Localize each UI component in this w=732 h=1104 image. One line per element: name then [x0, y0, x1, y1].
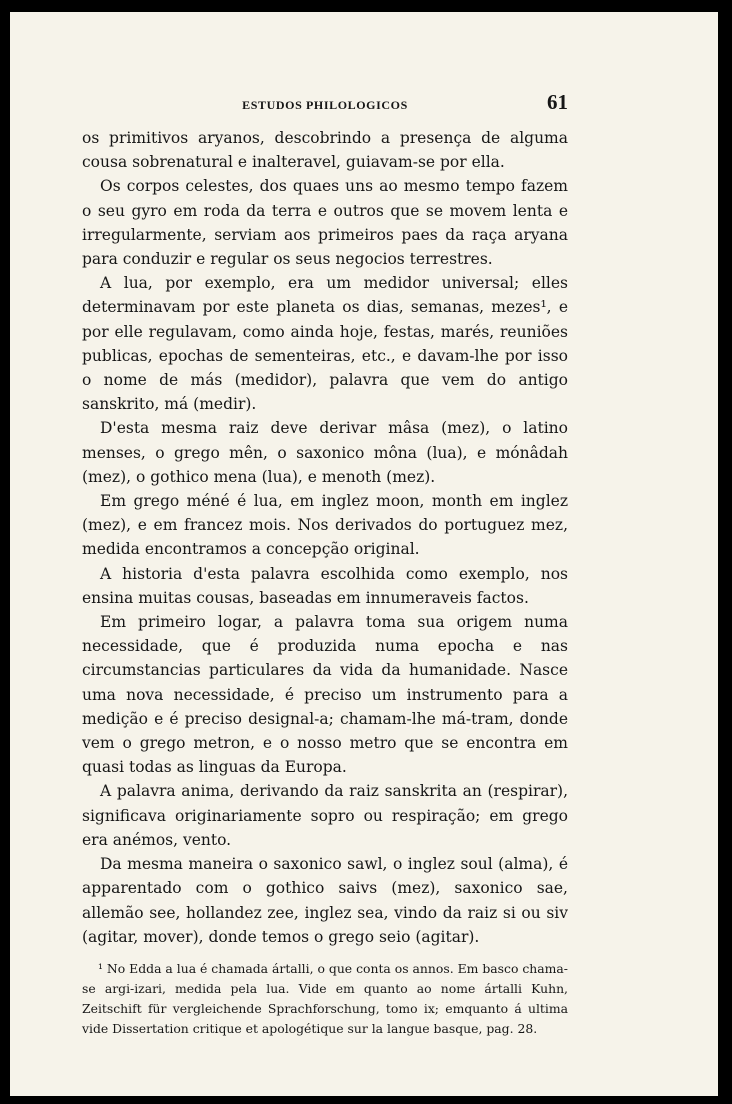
paragraph-2: Os corpos celestes, dos quaes uns ao mesmo tempo fazem o seu gyro em roda da terra e outros que se movem lenta e irregularmente, serviam aos primeiros paes da raça aryana para conduzir e regular os seus negocios terrestres. [82, 177, 568, 269]
paragraph-4: D'esta mesma raiz deve derivar mâsa (mez), o latino menses, o grego mên, o saxonico môna (lua), e mónâdah (mez), o gothico mena (lua), e menoth (mez). [82, 419, 568, 486]
paragraph-7: Em primeiro logar, a palavra toma sua origem numa necessidade, que é produzida numa epocha e nas circumstancias particulares da vida da humanidade. Nasce uma nova necessidade, é preciso um instrumento para a medição e é preciso designal-a; chamam-lhe má-tram, donde vem o grego metron, e o nosso metro que se encontra em quasi todas as linguas da Europa. [82, 613, 568, 777]
text-block [82, 90, 568, 1039]
paragraph-6: A historia d'esta palavra escolhida como exemplo, nos ensina muitas cousas, baseadas em innumeraveis factos. [82, 564, 568, 607]
book-page [10, 12, 718, 1096]
paragraph-1: os primitivos aryanos, descobrindo a presença de alguma cousa sobrenatural e inalteravel, guiavam-se por ella. [82, 129, 568, 172]
paragraph-8: A palavra anima, derivando da raiz sanskrita an (respirar), significava originariamente sopro ou respiração; em grego era anémos, vento. [82, 782, 568, 849]
footnote: ¹ No Edda a lua é chamada ártalli, o que conta os annos. Em basco chama-se argi-izari, medida pela lua. Vide em quanto ao nome ártalli Kuhn, Zeitschift für vergleichende Sprachforschung, tomo ix; emquanto á ultima vide Dissertation critique et apologétique sur la langue basque, pag. 28. [82, 960, 568, 1036]
paragraph-5: Em grego méné é lua, em inglez moon, month em inglez (mez), e em francez mois. Nos derivados do portuguez mez, medida encontramos a concepção original. [82, 492, 568, 559]
page-header [82, 90, 568, 116]
running-title: ESTUDOS PHILOLOGICOS [242, 98, 408, 112]
paragraph-9: Da mesma maneira o saxonico sawl, o inglez soul (alma), é apparentado com o gothico saivs (mez), saxonico sae, allemão see, hollandez zee, inglez sea, vindo da raiz si ou siv (agitar, mover), donde temos o grego seio (agitar). [82, 855, 568, 946]
body-text [82, 126, 568, 949]
page-number: 61 [547, 90, 568, 114]
paragraph-3: A lua, por exemplo, era um medidor universal; elles determinavam por este planeta os dias, semanas, mezes¹, e por elle regulavam, como ainda hoje, festas, marés, reuniões publicas, epochas de sementeiras, etc., e davam-lhe por isso o nome de más (medidor), palavra que vem do antigo sanskrito, má (medir). [82, 274, 568, 414]
